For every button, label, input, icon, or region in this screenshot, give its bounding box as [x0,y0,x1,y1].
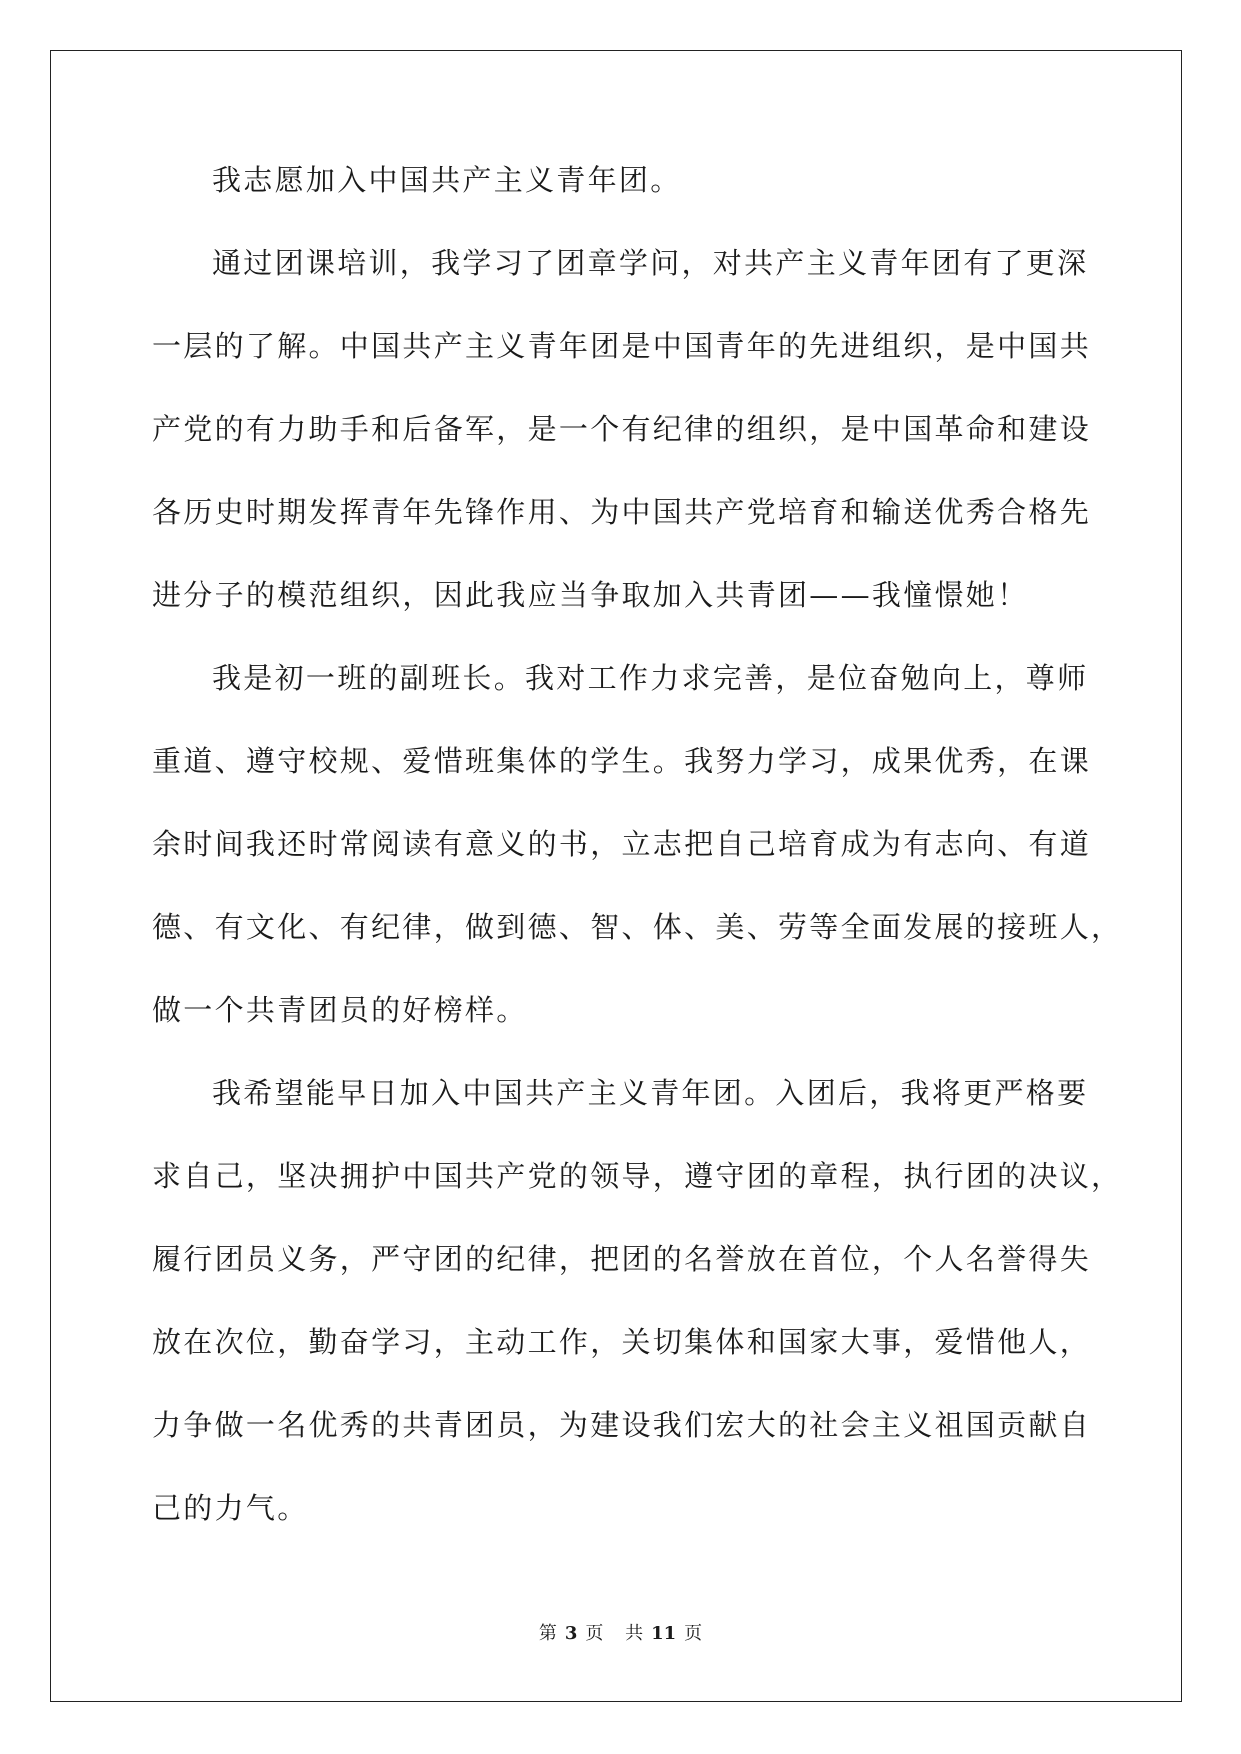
total-suffix: 页 [684,1623,703,1644]
page-footer [0,1622,1241,1646]
total-pages: 11 [651,1623,677,1644]
paragraph-2-line-2: 一层的了解。中国共产主义青年团是中国青年的先进组织，是中国共 [152,329,1092,363]
page-suffix: 页 [585,1623,604,1644]
paragraph-4-line-1: 我希望能早日加入中国共产主义青年团。入团后，我将更严格要 [212,1076,1089,1110]
paragraph-3-line-2: 重道、遵守校规、爱惜班集体的学生。我努力学习，成果优秀，在课 [152,744,1092,778]
page-prefix: 第 [538,1623,557,1644]
paragraph-1-line-1: 我志愿加入中国共产主义青年团。 [212,163,682,197]
paragraph-4-line-4: 放在次位，勤奋学习，主动工作，关切集体和国家大事，爱惜他人， [152,1325,1092,1359]
paragraph-4-line-3: 履行团员义务，严守团的纪律，把团的名誉放在首位，个人名誉得失 [152,1242,1092,1276]
paragraph-4-line-6: 己的力气。 [152,1491,309,1525]
paragraph-3-line-3: 余时间我还时常阅读有意义的书，立志把自己培育成为有志向、有道 [152,827,1092,861]
paragraph-2-line-3: 产党的有力助手和后备军，是一个有纪律的组织，是中国革命和建设 [152,412,1092,446]
paragraph-2-line-5: 进分子的模范组织，因此我应当争取加入共青团——我憧憬她！ [152,578,1029,612]
page-number: 3 [564,1623,578,1644]
paragraph-2-line-4: 各历史时期发挥青年先锋作用、为中国共产党培育和输送优秀合格先 [152,495,1092,529]
page-border [50,50,1182,1702]
total-prefix: 共 [625,1623,644,1644]
paragraph-3-line-4: 德、有文化、有纪律，做到德、智、体、美、劳等全面发展的接班人， [152,910,1123,944]
paragraph-2-line-1: 通过团课培训，我学习了团章学问，对共产主义青年团有了更深 [212,246,1089,280]
paragraph-4-line-2: 求自己，坚决拥护中国共产党的领导，遵守团的章程，执行团的决议， [152,1159,1123,1193]
paragraph-4-line-5: 力争做一名优秀的共青团员，为建设我们宏大的社会主义祖国贡献自 [152,1408,1092,1442]
total-indicator [621,1623,706,1644]
paragraph-3-line-1: 我是初一班的副班长。我对工作力求完善，是位奋勉向上，尊师 [212,661,1089,695]
paragraph-3-line-5: 做一个共青团员的好榜样。 [152,993,528,1027]
page-indicator [535,1623,608,1644]
